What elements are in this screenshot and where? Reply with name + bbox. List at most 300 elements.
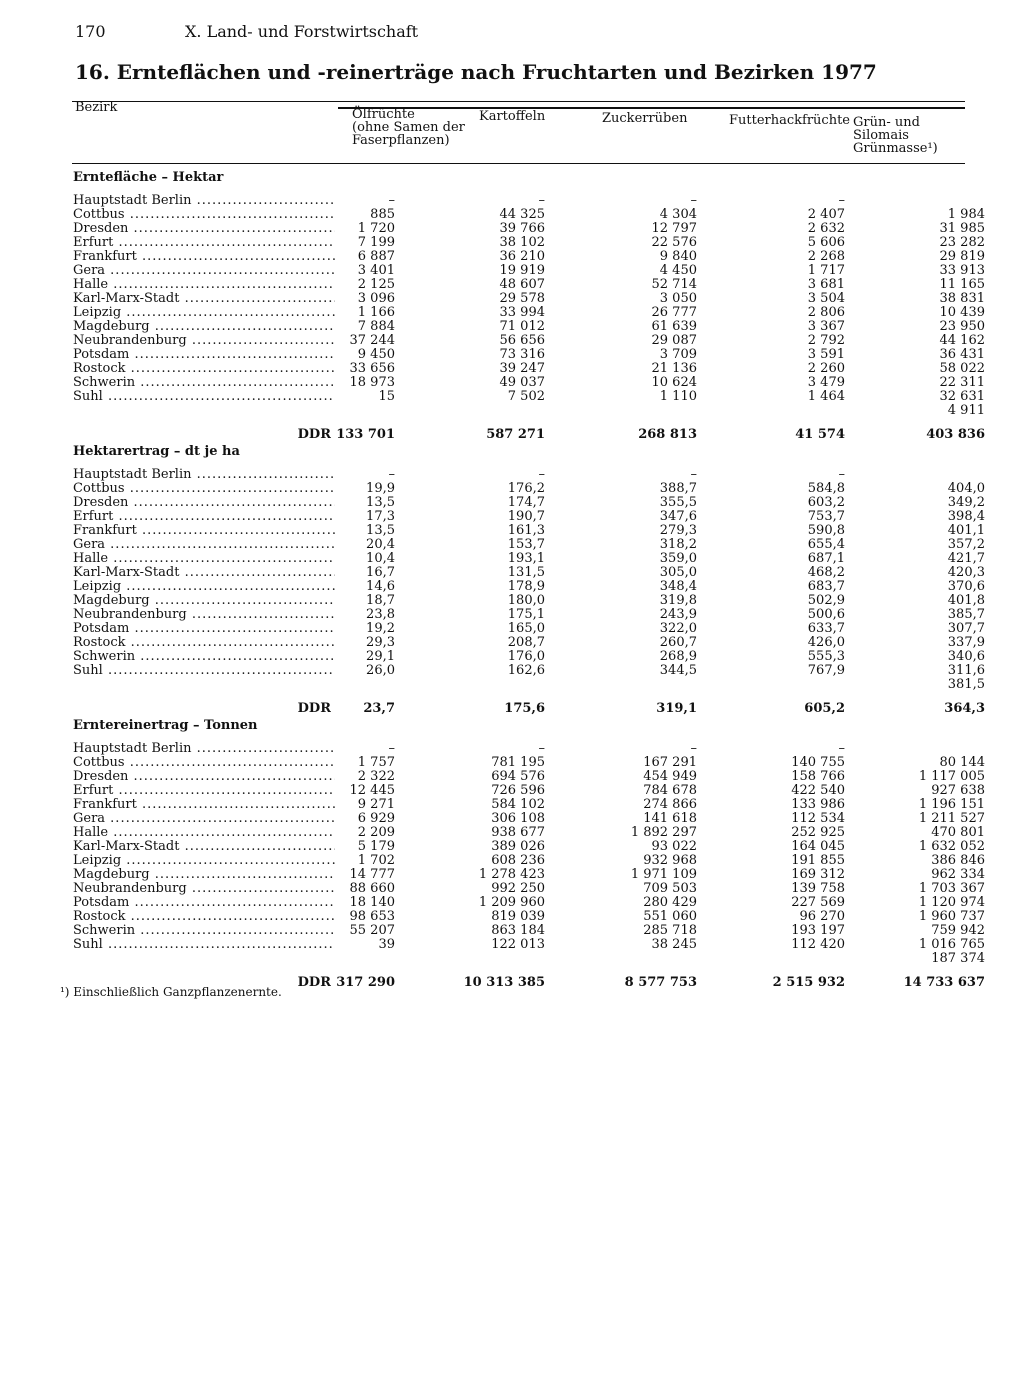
- value-cell: 285 718: [643, 923, 697, 938]
- table-row: [73, 389, 985, 404]
- value-cell: 208,7: [507, 635, 545, 650]
- value-cell: 193 197: [791, 923, 845, 938]
- table-row: [73, 742, 945, 756]
- bezirk-cell: Halle .....: [73, 278, 335, 292]
- table-row: [73, 194, 945, 208]
- value-cell: 759 942: [931, 923, 985, 938]
- value-cell: 1 971 109: [630, 867, 697, 882]
- value-cell: 9 271: [357, 797, 395, 812]
- value-cell: 252 925: [791, 825, 845, 840]
- value-cell: 139 758: [791, 881, 845, 896]
- value-cell: 502,9: [807, 593, 845, 608]
- value-cell: 401,8: [947, 593, 985, 608]
- value-cell: 7 502: [507, 389, 545, 404]
- value-cell: 322,0: [659, 621, 697, 636]
- value-cell: 311,6: [947, 663, 985, 678]
- value-cell: 992 250: [491, 881, 545, 896]
- value-cell: 260,7: [659, 635, 697, 650]
- value-cell: 1 984: [947, 207, 985, 222]
- value-cell: 18 140: [349, 895, 395, 910]
- value-cell: 863 184: [491, 923, 545, 938]
- value-cell: 280 429: [643, 895, 697, 910]
- total-value-cell: 268 813: [638, 427, 697, 442]
- bezirk-cell: Hauptstadt Berlin .....: [73, 194, 335, 208]
- table-row: [73, 677, 985, 692]
- value-cell: 9 450: [357, 347, 395, 362]
- col-header-futterhackfruechte: Futterhackfrüchte: [729, 113, 850, 128]
- value-cell: 2 322: [357, 769, 395, 784]
- value-cell: 176,0: [507, 649, 545, 664]
- table-row: [73, 663, 985, 678]
- value-cell: 1 196 151: [918, 797, 985, 812]
- value-cell: –: [538, 467, 545, 482]
- value-cell: 422 540: [791, 783, 845, 798]
- value-cell: 14 777: [349, 867, 395, 882]
- value-cell: 370,6: [947, 579, 985, 594]
- value-cell: 10 439: [939, 305, 985, 320]
- table-row: [73, 305, 985, 320]
- bezirk-cell: Karl-Marx-Stadt .....: [73, 840, 335, 854]
- value-cell: 33 656: [349, 361, 395, 376]
- section-title: Hektarertrag – dt je ha: [73, 444, 240, 459]
- value-cell: 5 606: [807, 235, 845, 250]
- value-cell: –: [690, 741, 697, 756]
- total-value-cell: 14 733 637: [903, 975, 985, 990]
- value-cell: 584 102: [491, 797, 545, 812]
- value-cell: 93 022: [651, 839, 697, 854]
- value-cell: –: [690, 467, 697, 482]
- value-cell: 29 578: [499, 291, 545, 306]
- value-cell: 1 166: [357, 305, 395, 320]
- value-cell: 23 950: [939, 319, 985, 334]
- total-row: [73, 701, 985, 716]
- bezirk-cell: Karl-Marx-Stadt .....: [73, 292, 335, 306]
- value-cell: 726 596: [491, 783, 545, 798]
- table-row: [73, 839, 985, 854]
- total-value-cell: 133 701: [336, 427, 395, 442]
- value-cell: 962 334: [931, 867, 985, 882]
- table-row: [73, 909, 985, 924]
- table-row: [73, 635, 985, 650]
- value-cell: 420,3: [947, 565, 985, 580]
- value-cell: 52 714: [651, 277, 697, 292]
- value-cell: 603,2: [807, 495, 845, 510]
- value-cell: 307,7: [947, 621, 985, 636]
- value-cell: 26 777: [651, 305, 697, 320]
- value-cell: 13,5: [366, 523, 395, 538]
- value-cell: 193,1: [507, 551, 545, 566]
- table-row: [73, 607, 985, 622]
- value-cell: 19,9: [366, 481, 395, 496]
- bezirk-cell: Neubrandenburg .....: [73, 882, 335, 896]
- bezirk-cell: Suhl .....: [73, 664, 335, 678]
- table-row: [73, 769, 985, 784]
- value-cell: 500,6: [807, 607, 845, 622]
- total-value-cell: 403 836: [926, 427, 985, 442]
- value-cell: 6 929: [357, 811, 395, 826]
- value-cell: 2 806: [807, 305, 845, 320]
- bezirk-cell: Dresden .....: [73, 496, 335, 510]
- value-cell: 584,8: [807, 481, 845, 496]
- value-cell: 1 702: [357, 853, 395, 868]
- col-header-kartoffeln: Kartoffeln: [479, 109, 546, 124]
- table-row: [73, 509, 985, 524]
- value-cell: 175,1: [507, 607, 545, 622]
- value-cell: 17,3: [366, 509, 395, 524]
- bezirk-cell: Cottbus .....: [73, 756, 335, 770]
- value-cell: 133 986: [791, 797, 845, 812]
- rule-top: [72, 101, 965, 102]
- value-cell: 3 096: [357, 291, 395, 306]
- bezirk-cell: Erfurt .....: [73, 510, 335, 524]
- value-cell: 33 913: [939, 263, 985, 278]
- table-row: [73, 495, 985, 510]
- value-cell: 18,7: [366, 593, 395, 608]
- value-cell: 48 607: [499, 277, 545, 292]
- table-row: [73, 783, 985, 798]
- value-cell: 784 678: [643, 783, 697, 798]
- value-cell: 39 247: [499, 361, 545, 376]
- value-cell: 4 450: [659, 263, 697, 278]
- value-cell: 398,4: [947, 509, 985, 524]
- value-cell: 932 968: [643, 853, 697, 868]
- table-row: [73, 895, 985, 910]
- bezirk-cell: Suhl .....: [73, 938, 335, 952]
- table-row: [73, 825, 985, 840]
- value-cell: 141 618: [643, 811, 697, 826]
- table-row: [73, 881, 985, 896]
- value-cell: 22 311: [939, 375, 985, 390]
- value-cell: 2 792: [807, 333, 845, 348]
- value-cell: 37 244: [349, 333, 395, 348]
- total-value-cell: 41 574: [795, 427, 845, 442]
- total-value-cell: 319,1: [656, 701, 697, 716]
- bezirk-cell: Halle .....: [73, 826, 335, 840]
- value-cell: 1 892 297: [630, 825, 697, 840]
- bezirk-cell: Hauptstadt Berlin .....: [73, 468, 335, 482]
- value-cell: 165,0: [507, 621, 545, 636]
- total-row: [73, 427, 985, 442]
- table-row: [73, 277, 985, 292]
- value-cell: 767,9: [807, 663, 845, 678]
- table-title: 16. Ernteflächen und -reinerträge nach Fruchtarten und Bezirken 1977: [75, 60, 877, 84]
- value-cell: –: [388, 193, 395, 208]
- value-cell: 2 632: [807, 221, 845, 236]
- bezirk-cell: Neubrandenburg .....: [73, 334, 335, 348]
- total-value-cell: 23,7: [363, 701, 395, 716]
- value-cell: 19,2: [366, 621, 395, 636]
- value-cell: 359,0: [659, 551, 697, 566]
- value-cell: 3 591: [807, 347, 845, 362]
- value-cell: 6 887: [357, 249, 395, 264]
- value-cell: 56 656: [499, 333, 545, 348]
- bezirk-cell: Leipzig .....: [73, 854, 335, 868]
- value-cell: 2 209: [357, 825, 395, 840]
- value-cell: 349,2: [947, 495, 985, 510]
- value-cell: 10 624: [651, 375, 697, 390]
- value-cell: 7 884: [357, 319, 395, 334]
- value-cell: 1 960 737: [918, 909, 985, 924]
- table-row: [73, 249, 985, 264]
- value-cell: 385,7: [947, 607, 985, 622]
- value-cell: 29 819: [939, 249, 985, 264]
- value-cell: 1 120 974: [918, 895, 985, 910]
- value-cell: 3 709: [659, 347, 697, 362]
- col-header-bezirk: Bezirk: [75, 100, 118, 115]
- value-cell: –: [538, 193, 545, 208]
- value-cell: 21 136: [651, 361, 697, 376]
- bezirk-cell: Schwerin .....: [73, 924, 335, 938]
- total-value-cell: 317 290: [336, 975, 395, 990]
- value-cell: 3 050: [659, 291, 697, 306]
- value-cell: 885: [370, 207, 395, 222]
- page-number: 170: [75, 22, 106, 41]
- bezirk-cell: Leipzig .....: [73, 580, 335, 594]
- value-cell: 161,3: [507, 523, 545, 538]
- table-row: [73, 523, 985, 538]
- table-row: [73, 853, 985, 868]
- value-cell: 12 445: [349, 783, 395, 798]
- value-cell: 555,3: [807, 649, 845, 664]
- total-label: DDR: [297, 702, 331, 716]
- value-cell: 694 576: [491, 769, 545, 784]
- value-cell: 96 270: [799, 909, 845, 924]
- table-row: [73, 923, 985, 938]
- value-cell: 608 236: [491, 853, 545, 868]
- table-row: [73, 291, 985, 306]
- table-row: [73, 263, 985, 278]
- value-cell: 1 016 765: [918, 937, 985, 952]
- total-value-cell: 605,2: [804, 701, 845, 716]
- table-row: [73, 755, 985, 770]
- value-cell: 164 045: [791, 839, 845, 854]
- value-cell: –: [838, 741, 845, 756]
- value-cell: 1 757: [357, 755, 395, 770]
- value-cell: 12 797: [651, 221, 697, 236]
- value-cell: 655,4: [807, 537, 845, 552]
- value-cell: 318,2: [659, 537, 697, 552]
- value-cell: 357,2: [947, 537, 985, 552]
- value-cell: 3 367: [807, 319, 845, 334]
- value-cell: 3 401: [357, 263, 395, 278]
- value-cell: 819 039: [491, 909, 545, 924]
- value-cell: 44 325: [499, 207, 545, 222]
- value-cell: 16,7: [366, 565, 395, 580]
- value-cell: 18 973: [349, 375, 395, 390]
- footnote: ¹) Einschließlich Ganzpflanzenernte.: [60, 985, 282, 999]
- value-cell: 274 866: [643, 797, 697, 812]
- value-cell: 73 316: [499, 347, 545, 362]
- value-cell: –: [388, 467, 395, 482]
- value-cell: 709 503: [643, 881, 697, 896]
- value-cell: 158 766: [791, 769, 845, 784]
- bezirk-cell: Suhl .....: [73, 390, 335, 404]
- bezirk-cell: Potsdam .....: [73, 622, 335, 636]
- value-cell: 1 632 052: [918, 839, 985, 854]
- value-cell: 683,7: [807, 579, 845, 594]
- value-cell: 176,2: [507, 481, 545, 496]
- value-cell: 180,0: [507, 593, 545, 608]
- value-cell: 268,9: [659, 649, 697, 664]
- value-cell: 9 840: [659, 249, 697, 264]
- value-cell: 305,0: [659, 565, 697, 580]
- bezirk-cell: Dresden .....: [73, 222, 335, 236]
- value-cell: 1 110: [659, 389, 697, 404]
- value-cell: 348,4: [659, 579, 697, 594]
- bezirk-cell: Karl-Marx-Stadt .....: [73, 566, 335, 580]
- value-cell: 19 919: [499, 263, 545, 278]
- value-cell: 344,5: [659, 663, 697, 678]
- value-cell: 1 211 527: [918, 811, 985, 826]
- table-row: [73, 207, 985, 222]
- value-cell: 38 831: [939, 291, 985, 306]
- value-cell: 10,4: [366, 551, 395, 566]
- table-row: [73, 333, 985, 348]
- page-header: [75, 22, 418, 41]
- table-row: [73, 347, 985, 362]
- value-cell: 2 407: [807, 207, 845, 222]
- value-cell: –: [538, 741, 545, 756]
- value-cell: 187 374: [931, 951, 985, 966]
- value-cell: 1 703 367: [918, 881, 985, 896]
- bezirk-cell: Frankfurt .....: [73, 250, 335, 264]
- value-cell: 11 165: [939, 277, 985, 292]
- value-cell: 388,7: [659, 481, 697, 496]
- value-cell: 404,0: [947, 481, 985, 496]
- value-cell: 1 717: [807, 263, 845, 278]
- total-value-cell: 10 313 385: [463, 975, 545, 990]
- table-row: [73, 537, 985, 552]
- table-row: [73, 468, 945, 482]
- chapter-title: X. Land- und Forstwirtschaft: [185, 22, 419, 41]
- bezirk-cell: Gera .....: [73, 812, 335, 826]
- value-cell: 927 638: [931, 783, 985, 798]
- value-cell: 2 268: [807, 249, 845, 264]
- value-cell: 167 291: [643, 755, 697, 770]
- value-cell: 153,7: [507, 537, 545, 552]
- table-row: [73, 811, 985, 826]
- value-cell: 781 195: [491, 755, 545, 770]
- value-cell: 36 431: [939, 347, 985, 362]
- bezirk-cell: Gera .....: [73, 538, 335, 552]
- bezirk-cell: Potsdam .....: [73, 896, 335, 910]
- bezirk-cell: Schwerin .....: [73, 376, 335, 390]
- value-cell: 191 855: [791, 853, 845, 868]
- value-cell: 381,5: [947, 677, 985, 692]
- value-cell: 426,0: [807, 635, 845, 650]
- value-cell: 14,6: [366, 579, 395, 594]
- value-cell: 33 994: [499, 305, 545, 320]
- value-cell: 1 278 423: [478, 867, 545, 882]
- table-row: [73, 867, 985, 882]
- value-cell: 389 026: [491, 839, 545, 854]
- value-cell: 1 720: [357, 221, 395, 236]
- bezirk-cell: Cottbus .....: [73, 482, 335, 496]
- value-cell: 337,9: [947, 635, 985, 650]
- value-cell: 38 245: [651, 937, 697, 952]
- value-cell: 1 117 005: [918, 769, 985, 784]
- rule-header-bottom: [72, 163, 965, 164]
- value-cell: 401,1: [947, 523, 985, 538]
- value-cell: 22 576: [651, 235, 697, 250]
- value-cell: –: [690, 193, 697, 208]
- value-cell: 140 755: [791, 755, 845, 770]
- value-cell: 55 207: [349, 923, 395, 938]
- value-cell: 454 949: [643, 769, 697, 784]
- value-cell: 88 660: [349, 881, 395, 896]
- table-row: [73, 565, 985, 580]
- value-cell: 112 534: [791, 811, 845, 826]
- value-cell: 687,1: [807, 551, 845, 566]
- value-cell: 753,7: [807, 509, 845, 524]
- value-cell: 633,7: [807, 621, 845, 636]
- total-label: DDR: [297, 976, 331, 990]
- table-row: [73, 361, 985, 376]
- table-row: [73, 951, 985, 966]
- value-cell: 29,3: [366, 635, 395, 650]
- bezirk-cell: Rostock .....: [73, 910, 335, 924]
- bezirk-cell: Gera .....: [73, 264, 335, 278]
- table-row: [73, 235, 985, 250]
- value-cell: –: [388, 741, 395, 756]
- bezirk-cell: Erfurt .....: [73, 784, 335, 798]
- value-cell: 49 037: [499, 375, 545, 390]
- value-cell: 4 304: [659, 207, 697, 222]
- value-cell: 39 766: [499, 221, 545, 236]
- value-cell: 39: [378, 937, 395, 952]
- section-title: Erntefläche – Hektar: [73, 170, 224, 185]
- value-cell: 190,7: [507, 509, 545, 524]
- value-cell: 112 420: [791, 937, 845, 952]
- value-cell: 36 210: [499, 249, 545, 264]
- table-row: [73, 319, 985, 334]
- value-cell: 31 985: [939, 221, 985, 236]
- table-row: [73, 797, 985, 812]
- value-cell: 178,9: [507, 579, 545, 594]
- value-cell: 122 013: [491, 937, 545, 952]
- value-cell: 340,6: [947, 649, 985, 664]
- value-cell: 23 282: [939, 235, 985, 250]
- total-value-cell: 175,6: [504, 701, 545, 716]
- value-cell: 26,0: [366, 663, 395, 678]
- value-cell: 551 060: [643, 909, 697, 924]
- table-row: [73, 403, 985, 418]
- bezirk-cell: Potsdam .....: [73, 348, 335, 362]
- bezirk-cell: Erfurt .....: [73, 236, 335, 250]
- bezirk-cell: Cottbus .....: [73, 208, 335, 222]
- total-label: DDR: [297, 428, 331, 442]
- bezirk-cell: Halle .....: [73, 552, 335, 566]
- table-row: [73, 937, 985, 952]
- value-cell: 44 162: [939, 333, 985, 348]
- total-value-cell: 8 577 753: [624, 975, 697, 990]
- value-cell: 355,5: [659, 495, 697, 510]
- value-cell: 386 846: [931, 853, 985, 868]
- value-cell: 470 801: [931, 825, 985, 840]
- col-header-gruenmais: Grün- und Silomais Grünmasse¹): [853, 115, 938, 156]
- value-cell: 20,4: [366, 537, 395, 552]
- table-row: [73, 593, 985, 608]
- value-cell: –: [838, 193, 845, 208]
- bezirk-cell: Leipzig .....: [73, 306, 335, 320]
- value-cell: 319,8: [659, 593, 697, 608]
- value-cell: 938 677: [491, 825, 545, 840]
- table-row: [73, 221, 985, 236]
- value-cell: 2 260: [807, 361, 845, 376]
- value-cell: 58 022: [939, 361, 985, 376]
- section-title: Erntereinertrag – Tonnen: [73, 718, 258, 733]
- value-cell: 29 087: [651, 333, 697, 348]
